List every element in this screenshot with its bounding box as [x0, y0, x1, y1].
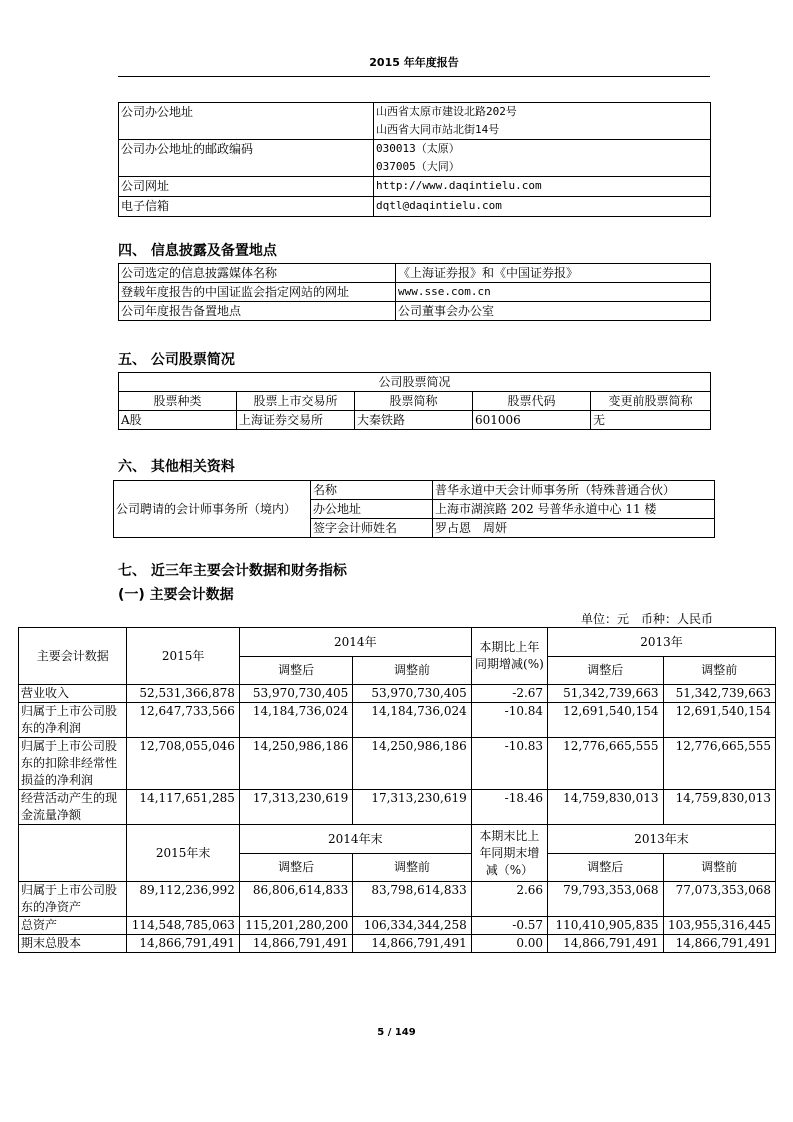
contact-label: 公司网址: [119, 177, 374, 197]
table-row: [119, 283, 711, 302]
stock-header: 股票种类: [119, 392, 237, 411]
table-row: [19, 935, 776, 953]
auditor-value: 上海市湖滨路 202 号普华永道中心 11 楼: [433, 500, 715, 519]
table-row: [119, 197, 711, 217]
table-row: [19, 825, 776, 854]
col-header: 主要会计数据: [19, 628, 127, 685]
col-header: 本期末比上年同期末增减（%）: [471, 825, 547, 882]
value-cell: 89,112,236,992: [127, 882, 239, 917]
contact-value-line: 山西省大同市站北街14号: [376, 123, 500, 136]
blank-header: [19, 825, 127, 882]
auditor-group-label: 公司聘请的会计师事务所（境内）: [114, 481, 311, 538]
disclosure-label: 登载年度报告的中国证监会指定网站的网址: [119, 283, 396, 302]
section-title: 七、 近三年主要会计数据和财务指标: [118, 563, 347, 579]
table-row: [19, 628, 776, 657]
table-row: [19, 882, 776, 917]
website-link[interactable]: http://www.daqintielu.com: [374, 177, 711, 197]
value-cell: 77,073,353,068: [663, 882, 775, 917]
row-label: 归属于上市公司股东的扣除非经常性损益的净利润: [19, 738, 127, 790]
col-subheader: 调整前: [663, 854, 775, 882]
col-subheader: 调整后: [548, 657, 663, 685]
value-cell: 12,691,540,154: [663, 703, 775, 738]
contact-label: 公司办公地址的邮政编码: [119, 140, 374, 177]
disclosure-value: 公司董事会办公室: [396, 302, 711, 321]
table-row: [119, 140, 711, 177]
value-cell: 12,776,665,555: [663, 738, 775, 790]
value-cell: 12,647,733,566: [127, 703, 239, 738]
value-cell: 14,759,830,013: [663, 790, 775, 825]
row-label: 期末总股本: [19, 935, 127, 953]
unit-label: 单位：元 币种：人民币: [580, 612, 713, 626]
col-subheader: 调整前: [353, 854, 471, 882]
table-row: [19, 790, 776, 825]
value-cell: 14,866,791,491: [548, 935, 663, 953]
change-cell: 2.66: [471, 882, 547, 917]
value-cell: 14,117,651,285: [127, 790, 239, 825]
contact-value: [374, 140, 711, 177]
col-subheader: 调整前: [663, 657, 775, 685]
disclosure-label: 公司年度报告备置地点: [119, 302, 396, 321]
table-row: [19, 703, 776, 738]
table-row: [119, 392, 711, 411]
email-link[interactable]: dqtl@daqintielu.com: [374, 197, 711, 217]
contact-label: 电子信箱: [119, 197, 374, 217]
auditor-label: 签字会计师姓名: [311, 519, 433, 538]
value-cell: 12,708,055,046: [127, 738, 239, 790]
value-cell: 83,798,614,833: [353, 882, 471, 917]
section-title: 五、 公司股票简况: [118, 352, 235, 368]
section-title: 六、 其他相关资料: [118, 459, 235, 475]
stock-header: 股票上市交易所: [237, 392, 355, 411]
financial-table: [18, 627, 776, 953]
stock-cell: A股: [119, 411, 237, 430]
value-cell: 14,866,791,491: [127, 935, 239, 953]
value-cell: 14,250,986,186: [353, 738, 471, 790]
col-header: 2014年末: [239, 825, 471, 854]
auditor-label: 名称: [311, 481, 433, 500]
auditor-table: [113, 480, 715, 538]
stock-cell: 大秦铁路: [355, 411, 473, 430]
col-header: 2015年末: [127, 825, 239, 882]
col-subheader: 调整后: [548, 854, 663, 882]
row-label: 归属于上市公司股东的净资产: [19, 882, 127, 917]
row-label: 总资产: [19, 917, 127, 935]
table-row: [119, 411, 711, 430]
section-subtitle: (一) 主要会计数据: [118, 587, 234, 603]
table-row: [119, 103, 711, 140]
table-row: [19, 917, 776, 935]
value-cell: 14,184,736,024: [353, 703, 471, 738]
row-label: 归属于上市公司股东的净利润: [19, 703, 127, 738]
change-cell: -10.84: [471, 703, 547, 738]
page-header: 2015 年年度报告: [118, 52, 710, 77]
contact-value-line: 山西省太原市建设北路202号: [376, 105, 517, 118]
value-cell: 14,250,986,186: [239, 738, 352, 790]
value-cell: 17,313,230,619: [353, 790, 471, 825]
value-cell: 110,410,905,835: [548, 917, 663, 935]
col-header: 2013年: [548, 628, 776, 657]
change-cell: -2.67: [471, 685, 547, 703]
value-cell: 106,334,344,258: [353, 917, 471, 935]
row-label: 营业收入: [19, 685, 127, 703]
stock-cell: 上海证券交易所: [237, 411, 355, 430]
auditor-value: 普华永道中天会计师事务所（特殊普通合伙）: [433, 481, 715, 500]
auditor-label: 办公地址: [311, 500, 433, 519]
row-label: 经营活动产生的现金流量净额: [19, 790, 127, 825]
col-header: 本期比上年同期增减(%): [471, 628, 547, 685]
value-cell: 12,691,540,154: [548, 703, 663, 738]
table-row: [114, 481, 715, 500]
col-header: 2015年: [127, 628, 239, 685]
contact-value-line: 030013（太原）: [376, 142, 460, 155]
value-cell: 17,313,230,619: [239, 790, 352, 825]
table-row: [119, 177, 711, 197]
disclosure-website-link[interactable]: www.sse.com.cn: [396, 283, 711, 302]
disclosure-value: 《上海证券报》和《中国证券报》: [396, 264, 711, 283]
col-header: 2014年: [239, 628, 471, 657]
value-cell: 14,866,791,491: [239, 935, 352, 953]
value-cell: 53,970,730,405: [353, 685, 471, 703]
page-number: 5 / 149: [377, 1027, 416, 1038]
value-cell: 12,776,665,555: [548, 738, 663, 790]
table-row: [119, 264, 711, 283]
change-cell: -0.57: [471, 917, 547, 935]
table-row: [119, 302, 711, 321]
value-cell: 103,955,316,445: [663, 917, 775, 935]
value-cell: 115,201,280,200: [239, 917, 352, 935]
value-cell: 79,793,353,068: [548, 882, 663, 917]
contact-value: [374, 103, 711, 140]
value-cell: 51,342,739,663: [663, 685, 775, 703]
contact-table: [118, 102, 711, 217]
stock-table: [118, 372, 711, 430]
auditor-value: 罗占恩 周妍: [433, 519, 715, 538]
disclosure-table: [118, 263, 711, 321]
value-cell: 14,866,791,491: [663, 935, 775, 953]
table-row: [19, 738, 776, 790]
value-cell: 14,866,791,491: [353, 935, 471, 953]
stock-header: 股票代码: [473, 392, 591, 411]
change-cell: -10.83: [471, 738, 547, 790]
stock-cell: 601006: [473, 411, 591, 430]
value-cell: 14,759,830,013: [548, 790, 663, 825]
table-row: [19, 685, 776, 703]
value-cell: 14,184,736,024: [239, 703, 352, 738]
col-header: 2013年末: [548, 825, 776, 854]
col-subheader: 调整后: [239, 657, 352, 685]
section-title: 四、 信息披露及备置地点: [118, 243, 277, 259]
stock-caption: 公司股票简况: [119, 373, 711, 392]
stock-header: 变更前股票简称: [591, 392, 711, 411]
value-cell: 51,342,739,663: [548, 685, 663, 703]
col-subheader: 调整后: [239, 854, 352, 882]
stock-header: 股票简称: [355, 392, 473, 411]
table-row: [119, 373, 711, 392]
col-subheader: 调整前: [353, 657, 471, 685]
value-cell: 114,548,785,063: [127, 917, 239, 935]
disclosure-label: 公司选定的信息披露媒体名称: [119, 264, 396, 283]
value-cell: 53,970,730,405: [239, 685, 352, 703]
value-cell: 86,806,614,833: [239, 882, 352, 917]
contact-value-line: 037005（大同）: [376, 160, 460, 173]
change-cell: -18.46: [471, 790, 547, 825]
value-cell: 52,531,366,878: [127, 685, 239, 703]
change-cell: 0.00: [471, 935, 547, 953]
stock-cell: 无: [591, 411, 711, 430]
contact-label: 公司办公地址: [119, 103, 374, 140]
